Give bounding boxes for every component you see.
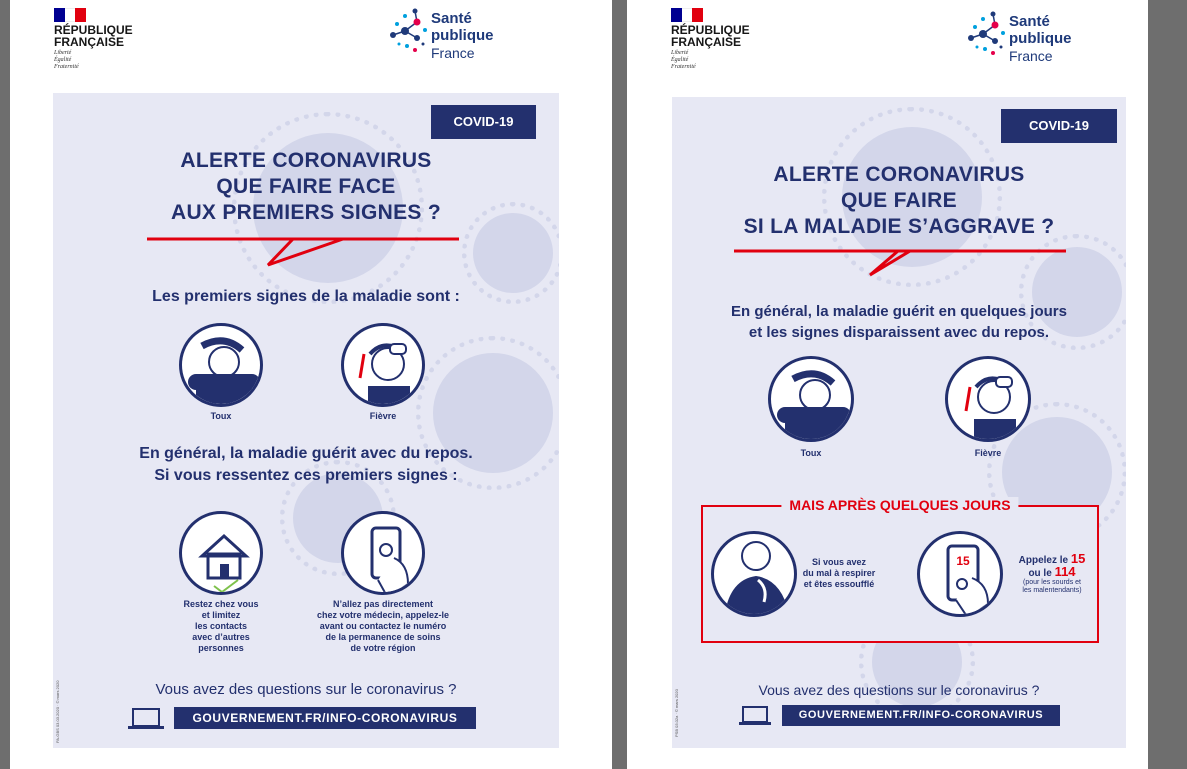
agency-name-3: France — [431, 45, 475, 61]
agency-name-1: Santé — [1009, 13, 1050, 30]
breathing-line: et êtes essoufflé — [803, 579, 875, 589]
laptop-icon — [738, 705, 772, 727]
headline-line-1: ALERTE CORONAVIRUS — [773, 163, 1025, 186]
gov-name-line-1: RÉPUBLIQUE — [54, 23, 133, 37]
sante-publique-france-logo — [385, 4, 525, 70]
fever-label: Fièvre — [369, 411, 397, 421]
headline — [672, 162, 1126, 240]
breathing-text — [799, 557, 879, 590]
molecule-icon — [385, 4, 431, 70]
call-mid: ou le — [1028, 568, 1052, 579]
agency-name-1: Santé — [431, 10, 472, 27]
signs-intro: Les premiers signes de la maladie sont : — [152, 288, 460, 305]
republique-francaise-logo — [54, 8, 144, 71]
cough-label: Toux — [210, 411, 232, 421]
info-url-link[interactable]: GOUVERNEMENT.FR/INFO-CORONAVIRUS — [782, 705, 1060, 726]
call-emergency-text — [1009, 553, 1095, 595]
worsening-alert-box — [701, 497, 1099, 643]
intro-text — [672, 301, 1126, 343]
general-line-2: Si vous ressentez ces premiers signes : — [154, 467, 458, 484]
headline-line-3: SI LA MALADIE S’AGGRAVE ? — [743, 215, 1055, 238]
stay-home-line: les contacts — [194, 621, 248, 631]
gov-name-line-2: FRANÇAISE — [54, 35, 125, 49]
intro-line-1: En général, la maladie guérit en quelques jours — [731, 303, 1067, 320]
motto-egalite: Égalité — [54, 57, 72, 63]
cough-icon — [768, 356, 854, 442]
headline-line-2: QUE FAIRE — [841, 189, 957, 212]
agency-name-3: France — [1009, 48, 1053, 64]
print-reference: PSB 03.02a · © mars 2020 — [674, 689, 679, 737]
call-doctor-line: N’allez pas directement — [332, 599, 434, 609]
motto-fraternite: Fraternité — [54, 64, 79, 70]
call-doctor-text — [299, 599, 467, 654]
call-doctor-line: de la permanence de soins — [325, 632, 441, 642]
motto-fraternite: Fraternité — [671, 64, 696, 70]
call-note-line: les malentendants) — [1022, 587, 1082, 594]
stay-home-line: personnes — [198, 643, 244, 653]
fever-icon — [945, 356, 1031, 442]
headline-line-3: AUX PREMIERS SIGNES ? — [170, 201, 441, 224]
sante-publique-france-logo — [963, 7, 1103, 73]
speech-bubble-underline — [730, 245, 1070, 279]
stay-home-line: avec d’autres — [192, 632, 250, 642]
call-prefix: Appelez le — [1018, 555, 1069, 566]
republique-francaise-logo — [671, 8, 761, 71]
emergency-number-114: 114 — [1054, 564, 1076, 579]
poster-maladie-aggrave — [672, 97, 1126, 748]
info-url-link[interactable]: GOUVERNEMENT.FR/INFO-CORONAVIRUS — [174, 707, 476, 729]
call-doctor-line: de votre région — [350, 643, 416, 653]
questions-text: Vous avez des questions sur le coronavirus ? — [155, 681, 457, 698]
emergency-phone-icon — [917, 531, 1003, 617]
gov-name-line-2: FRANÇAISE — [671, 35, 742, 49]
poster-premiers-signes — [53, 93, 559, 748]
motto-liberte: Liberté — [671, 50, 689, 56]
french-flag-icon — [54, 8, 86, 22]
cough-label: Toux — [800, 448, 822, 458]
stay-home-text — [151, 599, 291, 654]
call-doctor-line: avant ou contactez le numéro — [319, 621, 447, 631]
fever-label: Fièvre — [974, 448, 1002, 458]
agency-name-2: publique — [431, 27, 494, 44]
laptop-icon — [127, 707, 165, 731]
call-note-line: (pour les sourds et — [1023, 579, 1081, 586]
agency-name-2: publique — [1009, 30, 1072, 47]
cough-icon — [179, 323, 263, 407]
intro-line-2: et les signes disparaissent avec du repos. — [748, 324, 1050, 341]
speech-bubble-underline — [143, 233, 463, 273]
house-icon — [179, 511, 263, 595]
gov-name-line-1: RÉPUBLIQUE — [671, 23, 750, 37]
document-page-2 — [627, 0, 1148, 769]
covid-tag: COVID-19 — [1001, 109, 1117, 143]
covid-tag: COVID-19 — [431, 105, 536, 139]
emergency-number-15: 15 — [1070, 551, 1086, 566]
stay-home-line: Restez chez vous — [183, 599, 259, 609]
breathing-line: du mal à respirer — [802, 568, 876, 578]
document-page-1 — [10, 0, 612, 769]
breathing-difficulty-icon — [711, 531, 797, 617]
motto-liberte: Liberté — [54, 50, 72, 56]
breathing-line: Si vous avez — [811, 557, 867, 567]
stay-home-line: et limitez — [201, 610, 241, 620]
questions-text: Vous avez des questions sur le coronavirus ? — [758, 682, 1040, 698]
fever-icon — [341, 323, 425, 407]
french-flag-icon — [671, 8, 703, 22]
headline-line-1: ALERTE CORONAVIRUS — [180, 149, 432, 172]
general-line-1: En général, la maladie guérit avec du repos. — [139, 445, 473, 462]
headline — [53, 148, 559, 226]
molecule-icon — [963, 7, 1009, 73]
alert-caption: MAIS APRÈS QUELQUES JOURS — [781, 497, 1018, 513]
call-doctor-line: chez votre médecin, appelez-le — [316, 610, 450, 620]
motto-egalite: Égalité — [671, 57, 689, 63]
print-reference: PA-GBS 03.03.2020 · © mars 2020 — [55, 680, 60, 743]
headline-line-2: QUE FAIRE FACE — [216, 175, 396, 198]
general-advice — [53, 443, 559, 487]
phone-screen-number: 15 — [956, 554, 970, 568]
phone-icon — [341, 511, 425, 595]
